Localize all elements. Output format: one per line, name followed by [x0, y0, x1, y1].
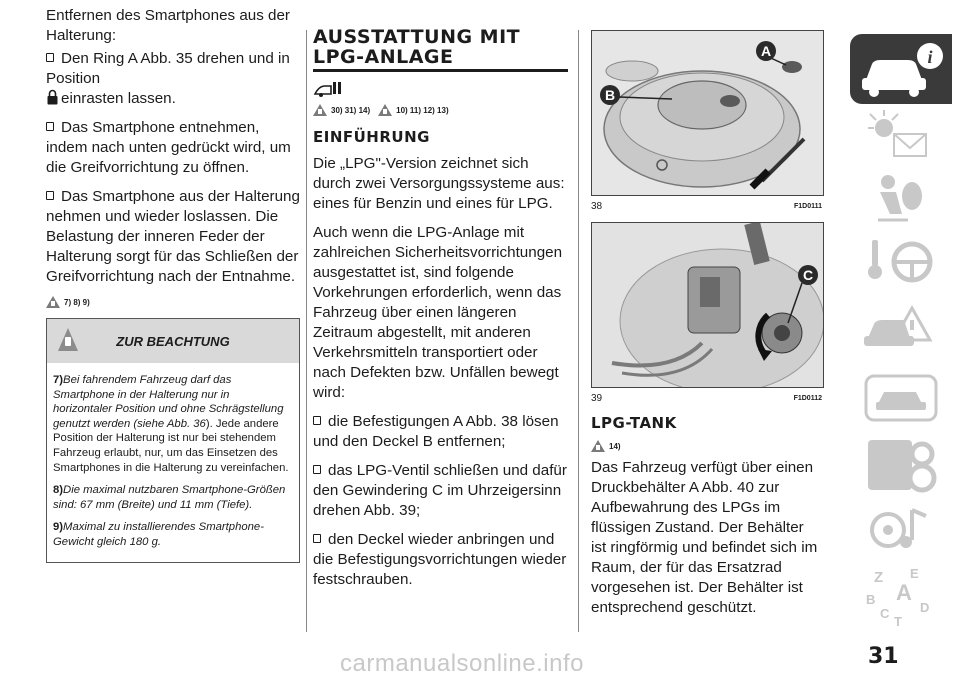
- note-7: 7)Bei fahrendem Fahrzeug darf das Smartphone in der Halterung nur in horizontaler Position und ohne Schrägstellung genutzt werden (siehe Abb. 36). Jede andere Position der Halterung ist nur bei stehendem Fahrzeug erlaubt, nur, um das Einsetzen des Smartphones in die Halterung zu vereinfachen.: [53, 374, 289, 474]
- svg-text:E: E: [910, 566, 919, 581]
- watermark: carmanualsonline.info: [340, 650, 584, 677]
- lock-icon: [47, 89, 58, 105]
- warning-refs: 14): [591, 440, 823, 452]
- car-settings-icon: [850, 432, 952, 498]
- valve-illustration: [592, 223, 823, 387]
- figure-39-caption: [591, 393, 822, 404]
- svg-text:C: C: [880, 606, 890, 621]
- column-divider: [578, 30, 579, 632]
- caution-box-body: [47, 363, 299, 562]
- column-2: [313, 0, 568, 599]
- note-9: 9)Maximal zu installierendes Smartphone-Gewicht gleich 180 g.: [53, 521, 264, 548]
- warning-hand-icon: [57, 327, 79, 353]
- column-1: [46, 0, 300, 563]
- figure-38-caption: [591, 201, 822, 212]
- sidebar-item-technical-data[interactable]: [850, 432, 952, 498]
- figure-code: F1D0112: [793, 395, 822, 402]
- svg-text:Z: Z: [874, 569, 884, 586]
- bullet-item: die Befestigungen A Abb. 38 lösen und den Deckel B entfernen;: [313, 413, 559, 450]
- bullet-icon: [313, 465, 321, 474]
- tank-cover-illustration: [592, 31, 823, 195]
- caution-box-header: [47, 319, 299, 363]
- paragraph: Die „LPG"-Version zeichnet sich durch zwei Versorgungssysteme aus: eines für Benzin und eines für LPG.: [313, 155, 565, 212]
- caution-box: [46, 318, 300, 563]
- sidebar-item-dashboard-lights[interactable]: [850, 108, 952, 168]
- figure-code: F1D0111: [793, 203, 822, 210]
- car-maintenance-icon: [850, 366, 952, 428]
- bullet-icon: [46, 191, 54, 200]
- label-b: B: [604, 87, 616, 103]
- step-1-continued: einrasten lassen.: [46, 89, 300, 109]
- step-3: Das Smartphone aus der Halterung nehmen und wieder loslassen. Die Belastung der inneren Feder der Halterung sorgt für das Schließen der Greifvorrichtung nach der Entnahme.: [46, 188, 300, 285]
- intro-text: Entfernen des Smartphones aus der Halterung:: [46, 7, 290, 44]
- warning-refs: 30) 31) 14) 10) 11) 12) 13): [313, 104, 568, 116]
- column-3: [591, 414, 823, 627]
- warning-hand-icon: [378, 104, 392, 116]
- figure-39-lpg-valve: [591, 222, 824, 388]
- bullet-icon: [46, 122, 54, 131]
- svg-text:B: B: [866, 592, 876, 607]
- paragraph: Das Fahrzeug verfügt über einen Druckbehälter A Abb. 40 zur Aufbewahrung des LPGs im flüssigen Zustand. Der Behälter ist ringförmig und befindet sich im Raum, der für das Ersatzrad vorgesehen ist. Der Behälter ist entsprechend geschützt.: [591, 459, 818, 616]
- step-2: Das Smartphone entnehmen, indem nach unten gedrückt wird, um die Greifvorrichtung zu öffnen.: [46, 119, 291, 176]
- car-info-icon: [850, 34, 952, 104]
- sidebar-item-car-info[interactable]: [850, 34, 952, 104]
- bullet-icon: [46, 53, 54, 62]
- subheading: EINFÜHRUNG: [313, 128, 430, 146]
- sidebar-item-maintenance[interactable]: [850, 366, 952, 428]
- index-alphabet-icon: [850, 564, 952, 628]
- figure-38-lpg-tank-cover: [591, 30, 824, 196]
- emergency-icon: [850, 296, 952, 356]
- svg-text:A: A: [896, 580, 912, 605]
- label-c: C: [802, 267, 814, 283]
- sidebar-item-starting-driving[interactable]: [850, 232, 952, 292]
- multimedia-icon: [850, 500, 952, 562]
- bullet-item: den Deckel wieder anbringen und die Befestigungsvorrichtungen wieder festschrauben.: [313, 531, 567, 588]
- sidebar-item-safety[interactable]: [850, 170, 952, 230]
- paragraph: Auch wenn die LPG-Anlage mit zahlreichen Sicherheitsvorrichtungen ausgestattet ist, sind folgende Vorkehrungen erforderlich, wenn das Fahrzeug über einen längeren Zeitraum abgestellt, mit anderen Verkehrsmitteln transportiert oder nach Defekten bzw. Unfällen bewegt wird:: [313, 224, 563, 401]
- caution-box-title: ZUR BEACHTUNG: [116, 333, 230, 349]
- airbag-seat-icon: [850, 170, 952, 230]
- lpg-fuel-icon: [313, 80, 343, 98]
- svg-text:D: D: [920, 600, 930, 615]
- label-a: A: [760, 43, 772, 59]
- svg-text:T: T: [894, 614, 902, 628]
- figure-number: 39: [591, 393, 603, 404]
- heading-rule: [313, 69, 568, 72]
- bullet-item: das LPG-Ventil schließen und dafür den Gewindering C im Uhrzeigersinn drehen Abb. 39;: [313, 462, 567, 519]
- steering-key-icon: [850, 232, 952, 292]
- bullet-icon: [313, 534, 321, 543]
- sidebar-item-multimedia[interactable]: [850, 500, 952, 562]
- warning-hand-icon: [46, 296, 60, 308]
- subheading: LPG-TANK: [591, 414, 677, 432]
- warning-hand-icon: [591, 440, 605, 452]
- figure-number: 38: [591, 201, 603, 212]
- note-8: 8)Die maximal nutzbaren Smartphone-Größen sind: 67 mm (Breite) und 11 mm (Tiefe).: [53, 484, 286, 511]
- sidebar-item-emergency[interactable]: [850, 296, 952, 356]
- sidebar-item-index[interactable]: [850, 564, 952, 628]
- warning-hand-icon: [313, 104, 327, 116]
- column-divider: [306, 30, 307, 632]
- dashboard-lights-icon: [850, 108, 952, 168]
- step-1: Den Ring A Abb. 35 drehen und in Position: [46, 50, 290, 87]
- bullet-icon: [313, 416, 321, 425]
- warning-refs: 7) 8) 9): [46, 296, 300, 308]
- page-number: 31: [868, 644, 899, 669]
- section-heading: AUSSTATTUNG MIT LPG-ANLAGE: [313, 26, 521, 68]
- svg-text:i: i: [927, 47, 933, 67]
